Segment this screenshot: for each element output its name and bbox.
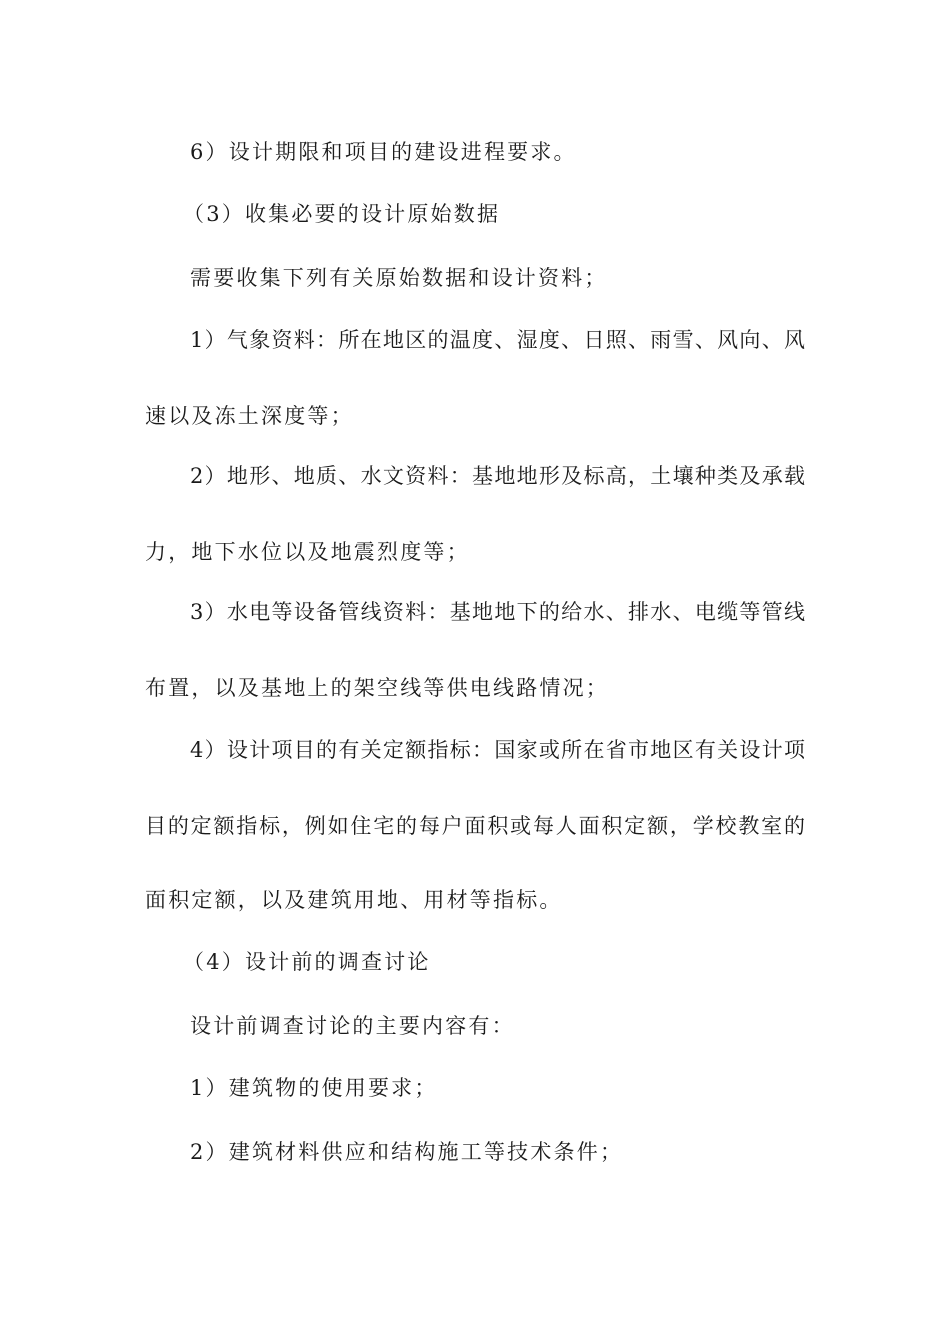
list-item-3-utilities-line-2: 布置，以及基地上的架空线等供电线路情况； [145,676,609,700]
list-item-3-utilities-line-1: 3）水电等设备管线资料：基地地下的给水、排水、电缆等管线 [190,600,805,624]
paragraph-collect-data-intro: 需要收集下列有关原始数据和设计资料； [190,266,608,290]
section-heading-4: （4）设计前的调查讨论 [183,950,431,974]
section-heading-3: （3）收集必要的设计原始数据 [183,202,501,226]
list-item-2-terrain-line-1: 2）地形、地质、水文资料：基地地形及标高，土壤种类及承载 [190,464,805,488]
list-item-4-quotas-line-1: 4）设计项目的有关定额指标：国家或所在省市地区有关设计项 [190,738,805,762]
list-item-2-terrain-line-2: 力，地下水位以及地震烈度等； [145,540,470,564]
list-item-2-technical-conditions: 2）建筑材料供应和结构施工等技术条件； [190,1140,624,1164]
list-item-4-quotas-line-2: 目的定额指标，例如住宅的每户面积或每人面积定额，学校教室的 [145,814,805,838]
list-item-1-weather-line-1: 1）气象资料：所在地区的温度、湿度、日照、雨雪、风向、风 [190,328,805,352]
list-item-4-quotas-line-3: 面积定额，以及建筑用地、用材等指标。 [145,888,563,912]
list-item-1-weather-line-2: 速以及冻土深度等； [145,404,354,428]
list-item-1-usage-requirements: 1）建筑物的使用要求； [190,1076,438,1100]
list-item-6-design-deadline: 6）设计期限和项目的建设进程要求。 [190,140,577,164]
paragraph-survey-intro: 设计前调查讨论的主要内容有： [190,1014,515,1038]
